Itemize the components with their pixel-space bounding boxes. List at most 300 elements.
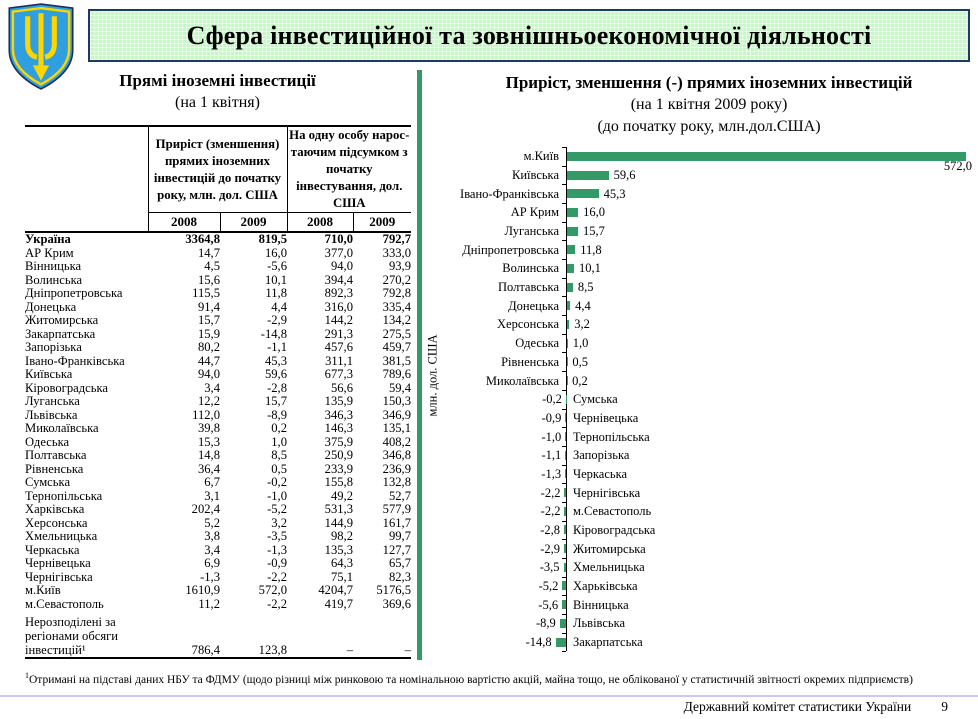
value-cell: 270,2	[382, 272, 411, 287]
value-cell: 250,9	[324, 448, 353, 462]
bar-category-label: Київська	[511, 168, 559, 183]
value-cell: 98,2	[330, 529, 353, 543]
value-cell: 5,2	[204, 515, 220, 530]
value-cell: 8,5	[271, 448, 287, 462]
value-cell: 80,2	[197, 340, 220, 354]
region-cell: м.Київ	[25, 583, 61, 597]
table-row	[25, 301, 411, 315]
bar-category-label: Рівненська	[501, 354, 559, 369]
value-cell: 792,7	[382, 232, 411, 246]
bar	[566, 395, 567, 404]
value-cell: 15,7	[264, 394, 287, 408]
region-cell: Одеська	[25, 434, 70, 449]
value-cell: -2,2	[267, 569, 287, 584]
value-cell: -1,3	[200, 569, 220, 584]
chart-subtitle-date: (на 1 квітня 2009 року)	[630, 96, 788, 113]
bar-value-label: -1,1	[541, 448, 562, 463]
axis-tick	[562, 446, 566, 447]
region-cell: Луганська	[25, 394, 80, 408]
bar	[567, 320, 569, 329]
value-cell: 64,3	[330, 556, 353, 570]
bar	[567, 245, 575, 254]
value-cell: 346,8	[382, 448, 411, 462]
footer	[684, 699, 948, 715]
axis-tick	[562, 334, 566, 335]
slide-title-banner	[88, 9, 970, 62]
region-cell: Вінницька	[25, 259, 82, 273]
bar	[567, 264, 574, 273]
region-cell: Харківська	[25, 502, 85, 516]
footer-divider-line	[0, 695, 978, 697]
footnote-text: Отримані на підставі даних НБУ та ФДМУ (щодо різниці між ринковою та номінальною вартістю акцій, майна тощо, не облікованої у статистичній звітності окремих підприємств)	[29, 673, 913, 686]
value-cell: 677,3	[324, 367, 353, 381]
bar	[567, 171, 609, 180]
value-cell: 91,4	[197, 299, 220, 314]
region-cell: м.Севастополь	[25, 596, 104, 611]
value-cell: 3,1	[204, 488, 220, 503]
region-cell: Закарпатська	[25, 326, 96, 341]
value-cell: -2,2	[267, 596, 287, 611]
value-cell: –	[404, 643, 411, 657]
footnote-superscript: 1	[25, 671, 29, 680]
table-row	[25, 382, 411, 396]
value-cell: 459,7	[382, 340, 411, 354]
left-panel-title-block	[15, 70, 420, 114]
value-cell: 1610,9	[185, 583, 220, 597]
value-cell: 394,4	[324, 272, 353, 287]
bar-value-label: -14,8	[525, 635, 552, 650]
bar-category-label: Тернопільська	[573, 429, 650, 444]
value-cell: 94,0	[197, 367, 220, 381]
table-row	[25, 232, 411, 247]
value-cell: 3364,8	[185, 232, 220, 246]
value-cell: 6,7	[204, 475, 220, 489]
bar	[567, 357, 568, 366]
value-cell: 5176,5	[376, 583, 411, 597]
region-cell: Кіровоградська	[25, 380, 108, 395]
value-cell: 792,8	[382, 286, 411, 300]
bar-value-label: 10,1	[579, 261, 601, 276]
region-cell: Хмельницька	[25, 529, 98, 543]
table-row	[25, 584, 411, 598]
axis-tick	[562, 539, 566, 540]
value-cell: 127,7	[382, 542, 411, 557]
bar	[564, 525, 566, 534]
value-cell: 144,9	[324, 515, 353, 530]
value-cell: 0,5	[271, 461, 287, 476]
axis-tick	[562, 166, 566, 167]
bar	[560, 619, 566, 628]
chart-y-axis-label: млн. дол. США	[425, 334, 440, 417]
bar-value-label: 1,0	[572, 336, 589, 351]
value-cell: 369,6	[382, 596, 411, 611]
bar-category-label: м.Київ	[523, 149, 559, 164]
slide-title: Сфера інвестиційної та зовнішньоекономічної діяльності	[186, 20, 872, 50]
bar-category-label: Івано-Франківська	[460, 186, 559, 201]
axis-tick	[562, 203, 566, 204]
axis-tick	[562, 222, 566, 223]
bar	[556, 638, 566, 647]
bar-category-label: Запорізька	[573, 448, 630, 463]
value-cell: 311,1	[325, 353, 353, 368]
value-cell: 892,3	[324, 286, 353, 300]
bar	[562, 600, 566, 609]
value-cell: 457,6	[324, 340, 353, 354]
bar-category-label: Миколаївська	[485, 373, 559, 388]
value-cell: 3,8	[204, 529, 220, 543]
table-row	[25, 368, 411, 382]
year-header: 2009	[220, 213, 287, 233]
value-cell: 577,9	[382, 502, 411, 516]
region-cell: Донецька	[25, 299, 77, 314]
axis-tick	[562, 651, 566, 652]
value-cell: 15,3	[197, 434, 220, 449]
left-panel-subtitle: (на 1 квітня)	[174, 94, 260, 111]
table-row	[25, 476, 411, 490]
column-group-per-capita: На одну особу нарос-таючим підсумком з початку інвестування, дол. США	[287, 126, 411, 213]
bar-category-label: Луганська	[504, 224, 559, 239]
table-row	[25, 436, 411, 450]
axis-tick	[562, 259, 566, 260]
bar-category-label: Харьківська	[573, 578, 638, 593]
footnote	[25, 669, 967, 687]
axis-tick	[562, 278, 566, 279]
region-cell: Івано-Франківська	[25, 353, 125, 368]
value-cell: 408,2	[382, 434, 411, 449]
bar-category-label: АР Крим	[510, 205, 559, 220]
value-cell: 10,1	[264, 272, 287, 287]
bar	[567, 152, 966, 161]
axis-tick	[562, 577, 566, 578]
bar-value-label: 15,7	[582, 224, 605, 239]
table-row	[25, 530, 411, 544]
table-row	[25, 355, 411, 369]
axis-tick	[562, 352, 566, 353]
bar-category-label: Львівська	[573, 616, 626, 631]
region-cell: Україна	[25, 232, 71, 246]
table-row	[25, 557, 411, 571]
bar-value-label: 45,3	[603, 186, 626, 201]
axis-tick	[562, 296, 566, 297]
bar	[567, 339, 568, 348]
bar-category-label: м.Севастополь	[573, 504, 652, 519]
value-cell: 15,7	[197, 313, 220, 327]
region-cell: Дніпропетровська	[25, 286, 123, 300]
value-cell: 93,9	[388, 259, 411, 273]
column-group-increase: Приріст (зменшення) прямих іноземних інвестицій до початку року, млн. дол. США	[148, 126, 287, 213]
value-cell: 56,6	[330, 380, 353, 395]
bar-category-label: Донецька	[508, 298, 559, 313]
bar-value-label: -8,9	[536, 616, 556, 631]
region-cell: Рівненська	[25, 461, 84, 476]
value-cell: 316,0	[324, 299, 353, 314]
value-cell: -0,9	[267, 556, 287, 570]
value-cell: 11,2	[198, 596, 220, 611]
value-cell: 112,0	[192, 407, 220, 422]
value-cell: 115,5	[192, 286, 220, 300]
value-cell: 346,9	[382, 407, 411, 422]
bar	[564, 507, 566, 516]
value-cell: 3,4	[204, 380, 220, 395]
value-cell: 44,7	[197, 353, 220, 368]
value-cell: 0,2	[271, 421, 287, 435]
value-cell: 155,8	[324, 475, 353, 489]
bar-value-label: -5,6	[538, 597, 559, 612]
region-cell: Чернігівська	[25, 569, 93, 584]
bar-category-label: Полтавська	[497, 280, 559, 295]
year-header: 2008	[148, 213, 220, 233]
bar	[567, 227, 578, 236]
bar-category-label: Волинська	[502, 261, 559, 276]
axis-tick	[562, 371, 566, 372]
region-cell: Сумська	[25, 475, 71, 489]
year-header: 2009	[353, 213, 411, 233]
bar-category-label: Кіровоградська	[573, 522, 656, 537]
region-cell: Київська	[25, 367, 73, 381]
value-cell: 14,7	[197, 245, 220, 260]
region-cell: Львівська	[25, 407, 78, 422]
value-cell: 39,8	[197, 421, 220, 435]
value-cell: 375,9	[324, 434, 353, 449]
bar-category-label: Сумська	[573, 392, 618, 407]
value-cell: 75,1	[330, 569, 353, 584]
value-cell: 15,6	[197, 272, 220, 287]
value-cell: –	[346, 643, 353, 657]
value-cell: -1,0	[267, 488, 287, 503]
bar-value-label: -2,2	[540, 504, 561, 519]
value-cell: 99,7	[388, 529, 411, 543]
bar-category-label: Чернівецька	[573, 410, 639, 425]
value-cell: 819,5	[258, 232, 287, 246]
bar-value-label: 8,5	[577, 280, 594, 295]
value-cell: 789,6	[382, 367, 411, 381]
value-cell: 346,3	[324, 407, 353, 422]
value-cell: -0,2	[267, 475, 287, 489]
axis-tick	[562, 390, 566, 391]
table-row	[25, 463, 411, 477]
axis-tick	[562, 558, 566, 559]
value-cell: -5,6	[267, 259, 287, 273]
axis-tick	[562, 465, 566, 466]
value-cell: 6,9	[204, 556, 220, 570]
bar	[567, 208, 578, 217]
bar	[565, 413, 566, 422]
region-cell: Запорізька	[25, 340, 82, 354]
table-row	[25, 247, 411, 261]
value-cell: 11,8	[265, 286, 287, 300]
bar-value-label: -2,2	[540, 485, 561, 500]
table-row	[25, 287, 411, 301]
value-cell: 15,9	[197, 326, 220, 341]
value-cell: 4,4	[271, 299, 287, 314]
value-cell: 16,0	[264, 245, 287, 260]
axis-tick	[562, 633, 566, 634]
bar	[567, 189, 599, 198]
value-cell: 275,5	[382, 326, 411, 341]
value-cell: 236,9	[382, 461, 411, 476]
chart-title: Приріст, зменшення (-) прямих іноземних інвестицій	[505, 73, 913, 92]
region-cell: Чернівецька	[25, 556, 91, 570]
value-cell: -1,1	[267, 340, 287, 354]
value-cell: -14,8	[260, 326, 287, 341]
table-row	[25, 341, 411, 355]
bar-value-label: 4,4	[575, 298, 591, 313]
bar-value-label: -0,9	[541, 410, 562, 425]
value-cell: 233,9	[324, 461, 353, 476]
value-cell: 531,3	[324, 502, 353, 516]
value-cell: 82,3	[388, 569, 411, 584]
axis-tick	[562, 240, 566, 241]
bar-value-label: -2,8	[540, 522, 561, 537]
axis-tick	[562, 427, 566, 428]
value-cell: 4,5	[204, 259, 220, 273]
bar	[565, 451, 566, 460]
table-row	[25, 328, 411, 342]
region-cell: Миколаївська	[25, 421, 99, 435]
bar-value-label: -0,2	[542, 392, 562, 407]
region-cell: Тернопільська	[25, 488, 103, 503]
region-cell: АР Крим	[25, 245, 74, 260]
value-cell: -2,9	[267, 313, 287, 327]
bar-value-label: -2,9	[540, 541, 560, 556]
value-cell: 65,7	[388, 556, 411, 570]
footer-organization: Державний комітет статистики України	[683, 699, 912, 714]
value-cell: 134,2	[382, 313, 411, 327]
bar-category-label: Вінницька	[573, 597, 629, 612]
region-cell: Полтавська	[25, 448, 87, 462]
bar-category-label: Чернігівська	[573, 485, 641, 500]
value-cell: 45,3	[264, 353, 287, 368]
region-cell: Черкаська	[25, 542, 80, 557]
axis-tick	[562, 147, 566, 148]
table-row	[25, 598, 411, 612]
bar-chart	[447, 147, 974, 653]
value-cell: -3,5	[267, 529, 287, 543]
value-cell: 202,4	[191, 502, 220, 516]
value-cell: 49,2	[330, 488, 353, 503]
bar	[565, 469, 566, 478]
axis-tick	[562, 614, 566, 615]
value-cell: -2,8	[267, 380, 287, 395]
region-cell: Житомирська	[25, 313, 99, 327]
bar-value-label: 3,2	[574, 317, 590, 332]
bar-value-label: 11,8	[580, 242, 602, 257]
axis-tick	[562, 521, 566, 522]
axis-tick	[562, 409, 566, 410]
table-row	[25, 260, 411, 274]
bar-value-label: -5,2	[538, 578, 559, 593]
value-cell: 786,4	[191, 643, 220, 657]
table-row	[25, 517, 411, 531]
table-row	[25, 490, 411, 504]
value-cell: 710,0	[324, 232, 353, 246]
bar-category-label: Закарпатська	[573, 635, 643, 650]
value-cell: 144,2	[324, 313, 353, 327]
bar-value-label: 59,6	[613, 168, 636, 183]
value-cell: 132,8	[382, 475, 411, 489]
bar-value-label: 0,5	[572, 354, 588, 369]
table-row	[25, 314, 411, 328]
region-cell: Херсонська	[25, 515, 88, 530]
value-cell: 161,7	[382, 515, 411, 530]
bar-value-label: 0,2	[572, 373, 588, 388]
value-cell: 333,0	[382, 245, 411, 260]
chart-subtitle-unit: (до початку року, млн.дол.США)	[597, 118, 821, 135]
value-cell: 377,0	[324, 245, 353, 260]
value-cell: 135,3	[324, 542, 353, 557]
axis-tick	[562, 595, 566, 596]
value-cell: 572,0	[258, 583, 287, 597]
bar-category-label: Одеська	[515, 336, 559, 351]
axis-tick	[562, 483, 566, 484]
value-cell: -5,2	[267, 502, 287, 516]
value-cell: 1,0	[271, 434, 287, 449]
value-cell: 12,2	[197, 394, 220, 408]
table-row	[25, 503, 411, 517]
table-row	[25, 274, 411, 288]
region-cell: Волинська	[25, 272, 83, 287]
bar-category-label: Хмельницька	[573, 560, 645, 575]
table-row	[25, 449, 411, 463]
bar	[564, 544, 566, 553]
value-cell: 146,3	[324, 421, 353, 435]
bar-value-label: 16,0	[583, 205, 606, 220]
value-cell: 4204,7	[318, 583, 353, 597]
bar-value-label: -3,5	[539, 560, 560, 575]
bar-category-label: Житомирська	[573, 541, 646, 556]
axis-tick	[562, 502, 566, 503]
value-cell: 36,4	[197, 461, 220, 476]
page-number: 9	[941, 699, 948, 714]
table-row	[25, 409, 411, 423]
bar	[565, 432, 566, 441]
bar-category-label: Черкаська	[573, 466, 628, 481]
investment-table	[25, 125, 411, 659]
table-row	[25, 544, 411, 558]
table-row	[25, 571, 411, 585]
left-panel-title: Прямі іноземні інвестиції	[119, 71, 316, 90]
bar-value-label: -1,3	[541, 466, 562, 481]
value-cell: -8,9	[267, 407, 287, 422]
region-column-header	[25, 126, 148, 232]
value-cell: 335,4	[382, 299, 411, 314]
value-cell: 135,1	[382, 421, 411, 435]
value-cell: 3,4	[204, 542, 220, 557]
bar	[564, 488, 566, 497]
value-cell: 291,3	[324, 326, 353, 341]
region-cell: Нерозподілені за регіонами обсяги інвестицій¹	[25, 615, 119, 657]
panel-divider	[417, 70, 422, 660]
value-cell: 14,8	[197, 448, 220, 462]
value-cell: 150,3	[382, 394, 411, 408]
value-cell: 123,8	[258, 643, 287, 657]
value-cell: 94,0	[330, 259, 353, 273]
bar-value-label: 572,0	[943, 159, 972, 174]
bar-value-label: -1,0	[541, 429, 562, 444]
table-row	[25, 422, 411, 436]
value-cell: 3,2	[271, 515, 287, 530]
value-cell: 135,9	[324, 394, 353, 408]
bar	[567, 376, 568, 385]
bar	[562, 581, 566, 590]
chart-title-block	[448, 72, 970, 138]
axis-tick	[562, 315, 566, 316]
value-cell: 59,4	[388, 380, 411, 395]
value-cell: 419,7	[324, 596, 353, 611]
value-cell: -1,3	[267, 542, 287, 557]
value-cell: 59,6	[264, 367, 287, 381]
table-row	[25, 611, 411, 658]
